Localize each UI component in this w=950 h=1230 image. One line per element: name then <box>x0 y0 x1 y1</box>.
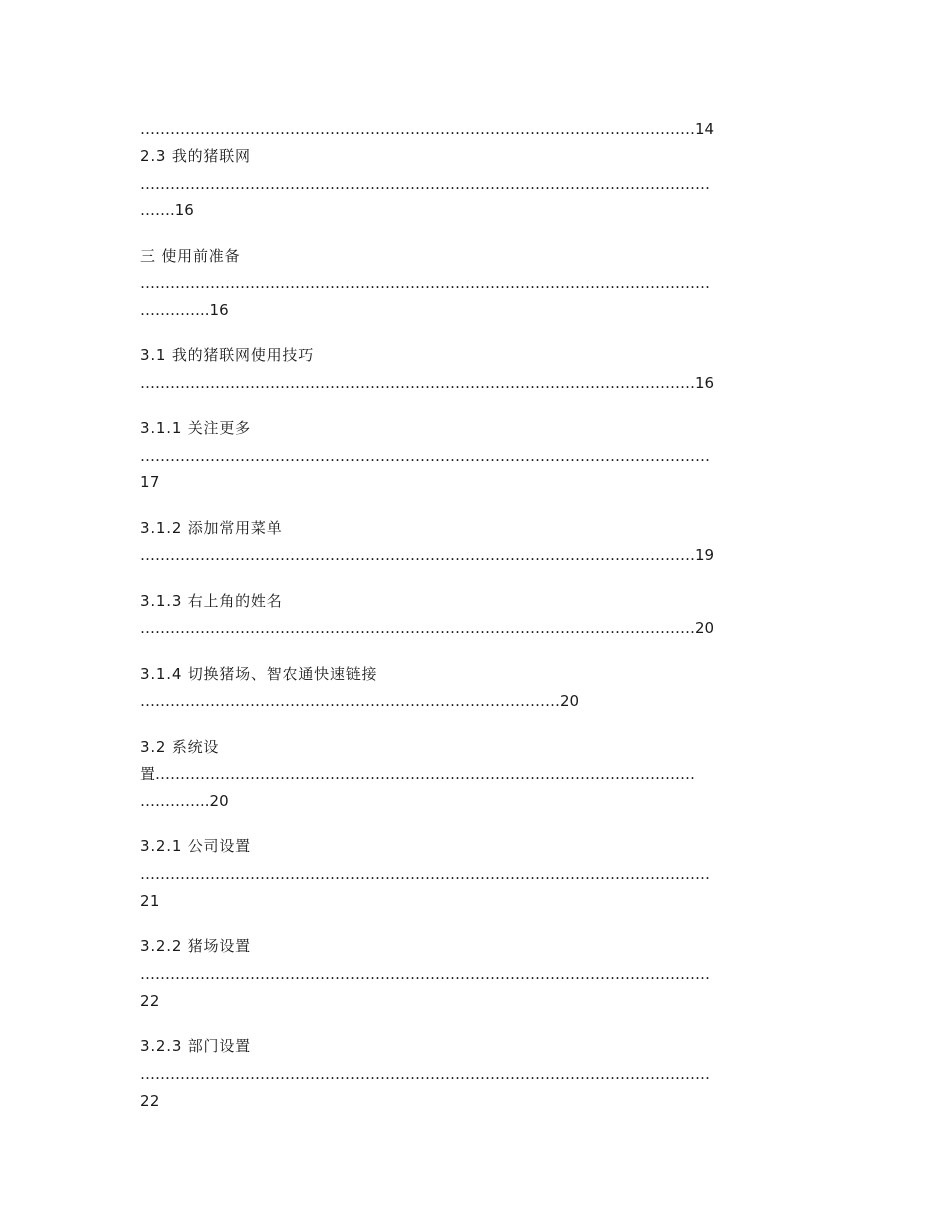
toc-leader-line: …………………………………………………………………………………………………… <box>140 447 710 465</box>
toc-leader-line: …………………………………………………………………………………………………… <box>140 175 710 193</box>
toc-entry-3-1: 3.1 我的猪联网使用技巧 <box>140 346 315 364</box>
toc-page-number: 22 <box>140 992 160 1010</box>
toc-page-number: 22 <box>140 1092 160 1110</box>
toc-page-number: 17 <box>140 473 160 491</box>
toc-leader-line: 置……………………………………………………………………………………………… <box>140 765 696 783</box>
toc-entry-3-1-1: 3.1.1 关注更多 <box>140 419 251 437</box>
toc-leader-line: …………………………………………………………………………………………………… <box>140 1065 710 1083</box>
toc-leader-line: …………………………………………………………………………………………………… <box>140 965 710 983</box>
toc-leader-line: …………………………………………………………………………………………………20 <box>140 619 715 637</box>
toc-entry-3-1-3: 3.1.3 右上角的姓名 <box>140 592 283 610</box>
toc-entry-2-3: 2.3 我的猪联网 <box>140 147 251 165</box>
toc-entry-3-2-1: 3.2.1 公司设置 <box>140 837 251 855</box>
toc-page-number: …….16 <box>140 201 194 219</box>
toc-entry-3-1-4: 3.1.4 切换猪场、智农通快速链接 <box>140 665 378 683</box>
toc-entry-3-2-2: 3.2.2 猪场设置 <box>140 937 251 955</box>
toc-page-number: 21 <box>140 892 160 910</box>
toc-leader-line: …………………………………………………………………………………………………… <box>140 865 710 883</box>
toc-leader-line: …………………………………………………………………………………………………19 <box>140 546 715 564</box>
toc-entry-3-1-2: 3.1.2 添加常用菜单 <box>140 519 283 537</box>
toc-page-number: …………..16 <box>140 301 229 319</box>
toc-leader-line: …………………………………………………………………………………………………14 <box>140 120 715 138</box>
toc-entry-3-2-3: 3.2.3 部门设置 <box>140 1037 251 1055</box>
toc-leader-line: …………………………………………………………………………20 <box>140 692 580 710</box>
toc-entry-3-2: 3.2 系统设 <box>140 738 220 756</box>
toc-page-number: …………..20 <box>140 792 229 810</box>
toc-leader-line: …………………………………………………………………………………………………… <box>140 274 710 292</box>
toc-leader-line: …………………………………………………………………………………………………16 <box>140 374 715 392</box>
toc-entry-section-3: 三 使用前准备 <box>140 247 241 265</box>
